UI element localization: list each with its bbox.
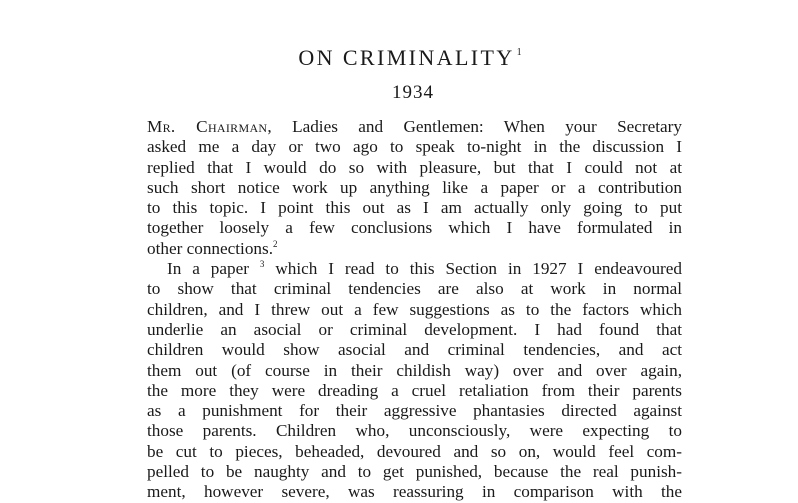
title-footnote-marker: 1 (516, 47, 522, 58)
salutation: Mr. Chairman (147, 117, 268, 136)
text-line: replied that I would do so with pleasure, but that I could not at (147, 157, 682, 177)
text-line (147, 259, 682, 279)
text-line: to this topic. I point this out as I am actually only going to put (147, 198, 682, 218)
text-line: to show that criminal tendencies are also at work in normal (147, 279, 682, 299)
text-line: be cut to pieces, beheaded, devoured and so on, would feel com- (147, 441, 682, 461)
chapter-title (0, 38, 798, 73)
body-text (147, 117, 682, 503)
chapter-title-text: ON CRIMINALITY (298, 45, 515, 70)
text-line: such short notice work up anything like a paper or a contribution (147, 177, 682, 197)
footnote-marker: 2 (273, 238, 278, 249)
text-line: pelled to be naughty and to get punished, because the real punish- (147, 462, 682, 482)
text-line: underlie an asocial or criminal development. I had found that (147, 319, 682, 339)
text-line: those parents. Children who, unconsciously, were expecting to (147, 421, 682, 441)
line-text: other connections. (147, 238, 274, 258)
line-text: which I read to this Section in 1927 I endeavoured (264, 259, 682, 279)
text-line: asked me a day or two ago to speak to-night in the discussion I (147, 137, 682, 157)
text-line: the more they were dreading a cruel retaliation from their parents (147, 380, 682, 400)
text-line: ment, however severe, was reassuring in comparison with the (147, 482, 682, 502)
text-line: them out (of course in their childish way) over and over again, (147, 360, 682, 380)
text-line: children would show asocial and criminal tendencies, and act (147, 340, 682, 360)
chapter-year: 1934 (392, 82, 434, 103)
text-line: together loosely a few conclusions which I have formulated in (147, 218, 682, 238)
line-text: , Ladies and Gentlemen: When your Secretary (267, 117, 683, 136)
text-line: as a punishment for their aggressive phantasies directed against (147, 401, 682, 421)
line-text: In a paper (167, 259, 260, 279)
text-line: children, and I threw out a few suggestions as to the factors which (147, 299, 682, 319)
text-line (147, 239, 682, 259)
footnote-marker: 3 (259, 259, 265, 270)
text-line (147, 117, 682, 137)
